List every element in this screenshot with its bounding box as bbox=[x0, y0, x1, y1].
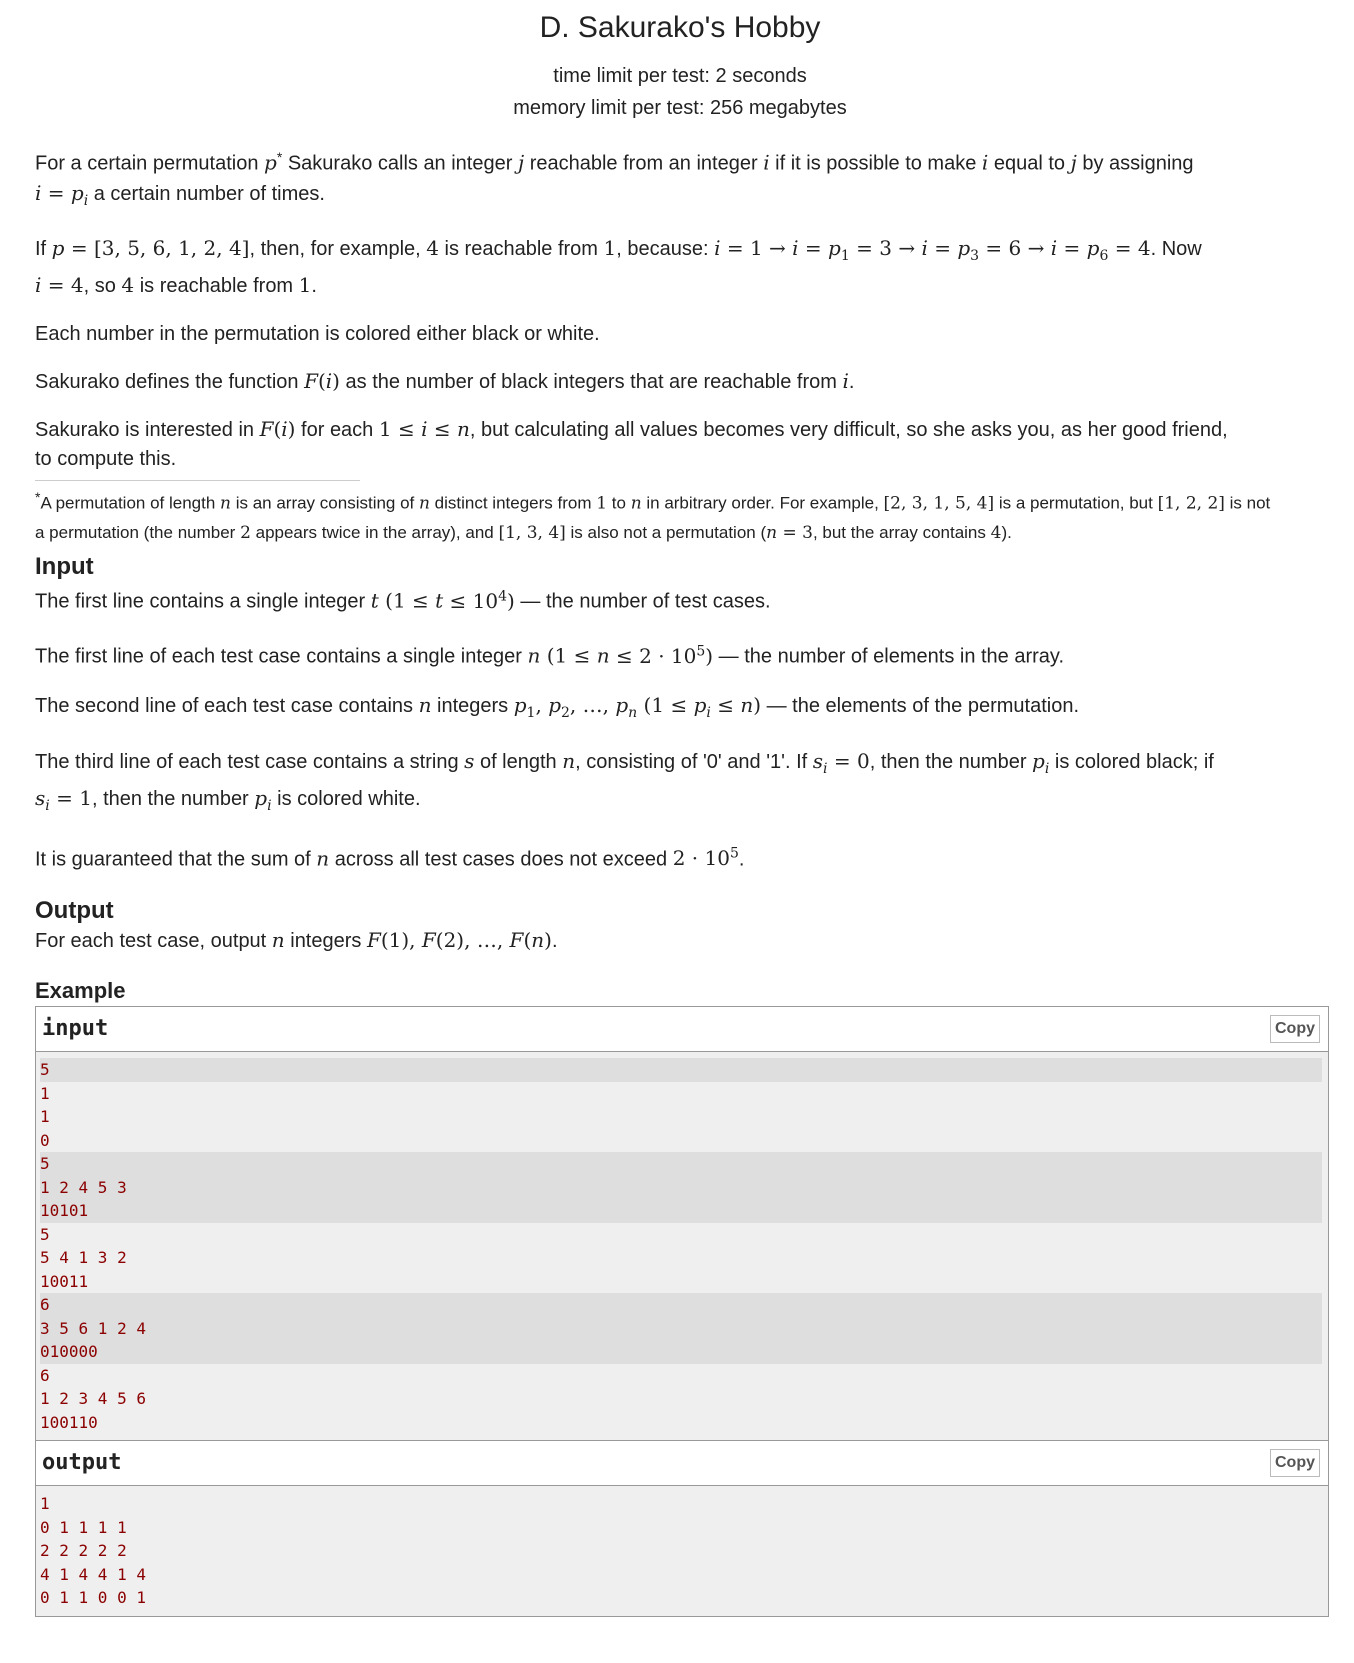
output-box-header bbox=[36, 1440, 1328, 1486]
problem-title: D. Sakurako's Hobby bbox=[539, 11, 821, 44]
output-label: output bbox=[42, 1450, 122, 1476]
input-line: 100110 bbox=[40, 1412, 98, 1432]
output-line: 1 bbox=[40, 1494, 50, 1514]
input-line-5: It is guaranteed that the sum of n across all test cases does not exceed $2 \cdot 10^5$. bbox=[35, 845, 745, 871]
memory-limit: memory limit per test: 256 megabytes bbox=[513, 97, 847, 119]
input-line: 1 bbox=[40, 1083, 50, 1103]
input-line-3: The second line of each test case contains n integers $p_1$, $p_2$, …, $p_n$ $(1 \le p_i \le n)$ — the elements of the permutation. bbox=[35, 692, 1079, 721]
input-line-1: The first line contains a single integer t $(1 \le t \le 10^4)$ — the number of test cases. bbox=[35, 588, 771, 613]
footnote: *A permutation of length n is an array consisting of n distinct integers from 1 to n in arbitrary order. For example, [2, 3, 1, 5, 4] is a permutation, but [1, 2, 2] is not a permutation (the number 2 appears twice in the array), and [1, 3, 4] is also not a permutation (n = 3, but the array contains 4). bbox=[35, 488, 1271, 544]
input-line: 10101 bbox=[40, 1199, 1322, 1223]
output-line: 0 1 1 0 0 1 bbox=[40, 1588, 146, 1608]
input-label: input bbox=[42, 1016, 109, 1042]
input-box-header bbox=[36, 1007, 1328, 1052]
input-line: 0 bbox=[40, 1130, 50, 1150]
input-line: 1 2 3 4 5 6 bbox=[40, 1389, 146, 1409]
input-line: 1 2 4 5 3 bbox=[40, 1176, 1322, 1200]
input-line-2: The first line of each test case contains a single integer n $(1 \le n \le 2 \cdot 10^5)$ — the number of elements in the array. bbox=[35, 642, 1065, 668]
input-line: 5 bbox=[40, 1058, 1322, 1082]
legend-paragraph-5: Sakurako is interested in F(i) for each 1 ≤ i ≤ n, but calculating all values becomes very difficult, so she asks you, as her good friend, to compute this. bbox=[35, 416, 1228, 470]
input-line: 5 4 1 3 2 bbox=[40, 1248, 127, 1268]
input-line: 3 5 6 1 2 4 bbox=[40, 1317, 1322, 1341]
legend-paragraph-2: If p = [3, 5, 6, 1, 2, 4], then, for example, 4 is reachable from 1, because: $i = 1 \to i = p_1 = 3 \to i = p_3 = 6 \to i = p_6 = 4$. Now i = 4, so 4 is reachable from 1. bbox=[35, 235, 1202, 297]
example-heading: Example bbox=[35, 978, 126, 1004]
output-line: 4 1 4 4 1 4 bbox=[40, 1564, 146, 1584]
footnote-separator bbox=[35, 480, 360, 481]
input-content[interactable] bbox=[36, 1052, 1328, 1440]
copy-output-button[interactable]: Copy bbox=[1270, 1449, 1320, 1477]
legend-paragraph-1: For a certain permutation p* Sakurako calls an integer j reachable from an integer i if it is possible to make i equal to j by assigning $i = p_i$ a certain number of times. bbox=[35, 149, 1194, 209]
input-line: 010000 bbox=[40, 1340, 1322, 1364]
input-line: 5 bbox=[40, 1224, 50, 1244]
problem-statement bbox=[35, 0, 1325, 1617]
output-line-1: For each test case, output n integers F(1), F(2), …, F(n). bbox=[35, 928, 558, 953]
output-line: 0 1 1 1 1 bbox=[40, 1517, 127, 1537]
input-line: 5 bbox=[40, 1152, 1322, 1176]
output-heading: Output bbox=[35, 897, 114, 925]
time-limit: time limit per test: 2 seconds bbox=[553, 65, 807, 87]
legend-paragraph-3: Each number in the permutation is colored either black or white. bbox=[35, 322, 600, 345]
input-line-4: The third line of each test case contains a string s of length n, consisting of '0' and '1'. If $s_i = 0$, then the number $p_i$ is colored black; if $s_i = 1$, then the number $p_i$ is colored white. bbox=[35, 748, 1214, 814]
input-line: 6 bbox=[40, 1293, 1322, 1317]
input-line: 6 bbox=[40, 1365, 50, 1385]
input-line: 1 bbox=[40, 1107, 50, 1127]
example-box bbox=[35, 1006, 1329, 1617]
copy-input-button[interactable]: Copy bbox=[1270, 1015, 1320, 1043]
input-line: 10011 bbox=[40, 1271, 89, 1291]
input-heading: Input bbox=[35, 553, 94, 581]
output-line: 2 2 2 2 2 bbox=[40, 1541, 127, 1561]
legend-paragraph-4: Sakurako defines the function F(i) as the number of black integers that are reachable from i. bbox=[35, 368, 855, 393]
output-content[interactable] bbox=[36, 1486, 1328, 1616]
